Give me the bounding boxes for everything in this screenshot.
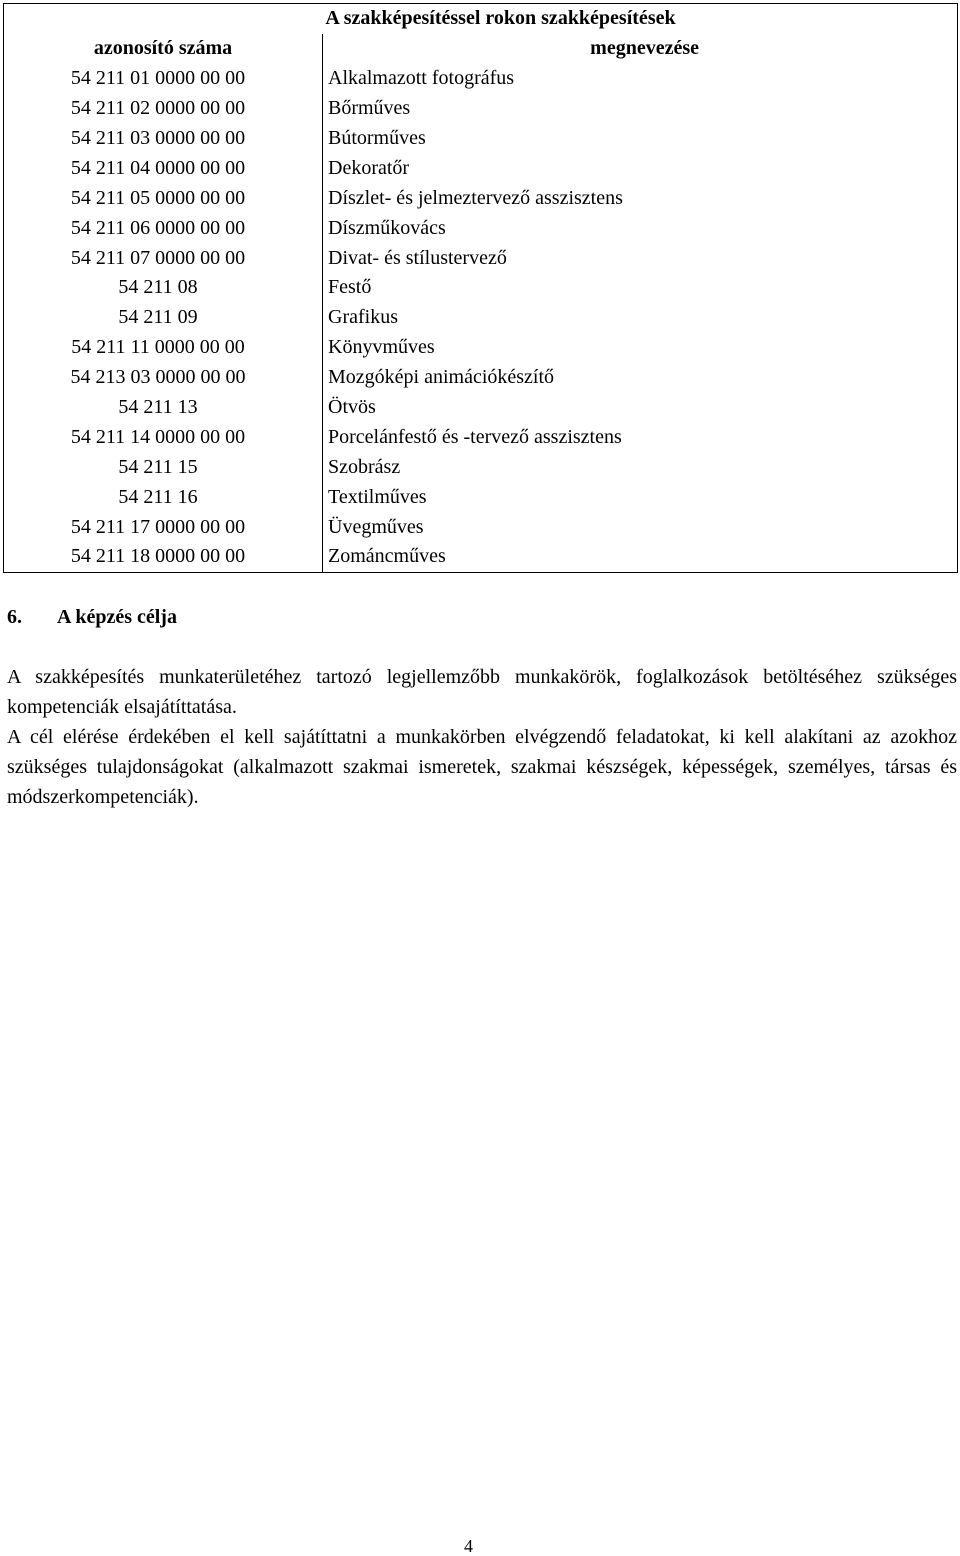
qualification-code: 54 211 05 0000 00 00 — [4, 183, 323, 213]
table-row — [4, 243, 958, 273]
table-row — [4, 273, 958, 303]
table-title: A szakképesítéssel rokon szakképesítések — [4, 4, 958, 34]
paragraph: A szakképesítés munkaterületéhez tartozó legjellemzőbb munkakörök, foglalkozások betöltéséhez szükséges kompetenciák elsajátíttatása. — [7, 666, 957, 718]
related-qualifications-table — [3, 3, 958, 573]
qualification-name: Porcelánfestő és -tervező asszisztens — [323, 422, 958, 452]
qualification-code: 54 211 11 0000 00 00 — [4, 333, 323, 363]
qualification-name: Bőrműves — [323, 94, 958, 124]
table-row — [4, 183, 958, 213]
table-row — [4, 94, 958, 124]
qualification-code: 54 211 06 0000 00 00 — [4, 213, 323, 243]
table-row — [4, 64, 958, 94]
table-row — [4, 512, 958, 542]
table-row — [4, 482, 958, 512]
qualification-name: Bútorműves — [323, 124, 958, 154]
section-number: 6. — [7, 606, 22, 628]
qualification-code: 54 211 18 0000 00 00 — [4, 542, 323, 572]
qualification-name: Dekoratőr — [323, 153, 958, 183]
qualification-code: 54 211 08 — [4, 273, 323, 303]
qualification-name: Mozgóképi animációkészítő — [323, 363, 958, 393]
table-row — [4, 452, 958, 482]
qualification-name: Ötvös — [323, 393, 958, 423]
qualification-name: Díszlet- és jelmeztervező asszisztens — [323, 183, 958, 213]
qualification-name: Grafikus — [323, 303, 958, 333]
qualification-name: Üvegműves — [323, 512, 958, 542]
qualification-code: 54 211 01 0000 00 00 — [4, 64, 323, 94]
table-row — [4, 363, 958, 393]
qualification-code: 54 211 09 — [4, 303, 323, 333]
section-heading — [7, 603, 177, 632]
qualification-code: 54 211 07 0000 00 00 — [4, 243, 323, 273]
qualification-name: Festő — [323, 273, 958, 303]
qualification-name: Könyvműves — [323, 333, 958, 363]
qualification-code: 54 211 02 0000 00 00 — [4, 94, 323, 124]
qualification-name: Szobrász — [323, 452, 958, 482]
qualification-code: 54 213 03 0000 00 00 — [4, 363, 323, 393]
column-header-code: azonosító száma — [4, 34, 323, 64]
paragraph: A cél elérése érdekében el kell sajátíttatni a munkakörben elvégzendő feladatokat, ki kell alakítani az azokhoz szükséges tulajdonságokat (alkalmazott szakmai ismeretek, szakmai készségek, képességek, személyes, társas és módszerkompetenciák). — [7, 726, 957, 808]
table-row — [4, 422, 958, 452]
qualification-code: 54 211 15 — [4, 452, 323, 482]
qualification-name: Díszműkovács — [323, 213, 958, 243]
qualification-code: 54 211 14 0000 00 00 — [4, 422, 323, 452]
qualification-name: Alkalmazott fotográfus — [323, 64, 958, 94]
qualification-code: 54 211 03 0000 00 00 — [4, 124, 323, 154]
table-row — [4, 542, 958, 572]
section-body — [7, 662, 957, 812]
qualification-name: Textilműves — [323, 482, 958, 512]
qualification-code: 54 211 17 0000 00 00 — [4, 512, 323, 542]
table-row — [4, 213, 958, 243]
qualification-name: Divat- és stílustervező — [323, 243, 958, 273]
table-row — [4, 303, 958, 333]
qualification-code: 54 211 04 0000 00 00 — [4, 153, 323, 183]
qualification-code: 54 211 16 — [4, 482, 323, 512]
qualification-name: Zománcműves — [323, 542, 958, 572]
qualification-code: 54 211 13 — [4, 393, 323, 423]
column-header-name: megnevezése — [323, 34, 958, 64]
table-row — [4, 153, 958, 183]
table-row — [4, 124, 958, 154]
section-title: A képzés célja — [57, 606, 177, 628]
table-body — [4, 64, 958, 573]
page-number: 4 — [464, 1536, 473, 1556]
table-row — [4, 333, 958, 363]
table-row — [4, 393, 958, 423]
